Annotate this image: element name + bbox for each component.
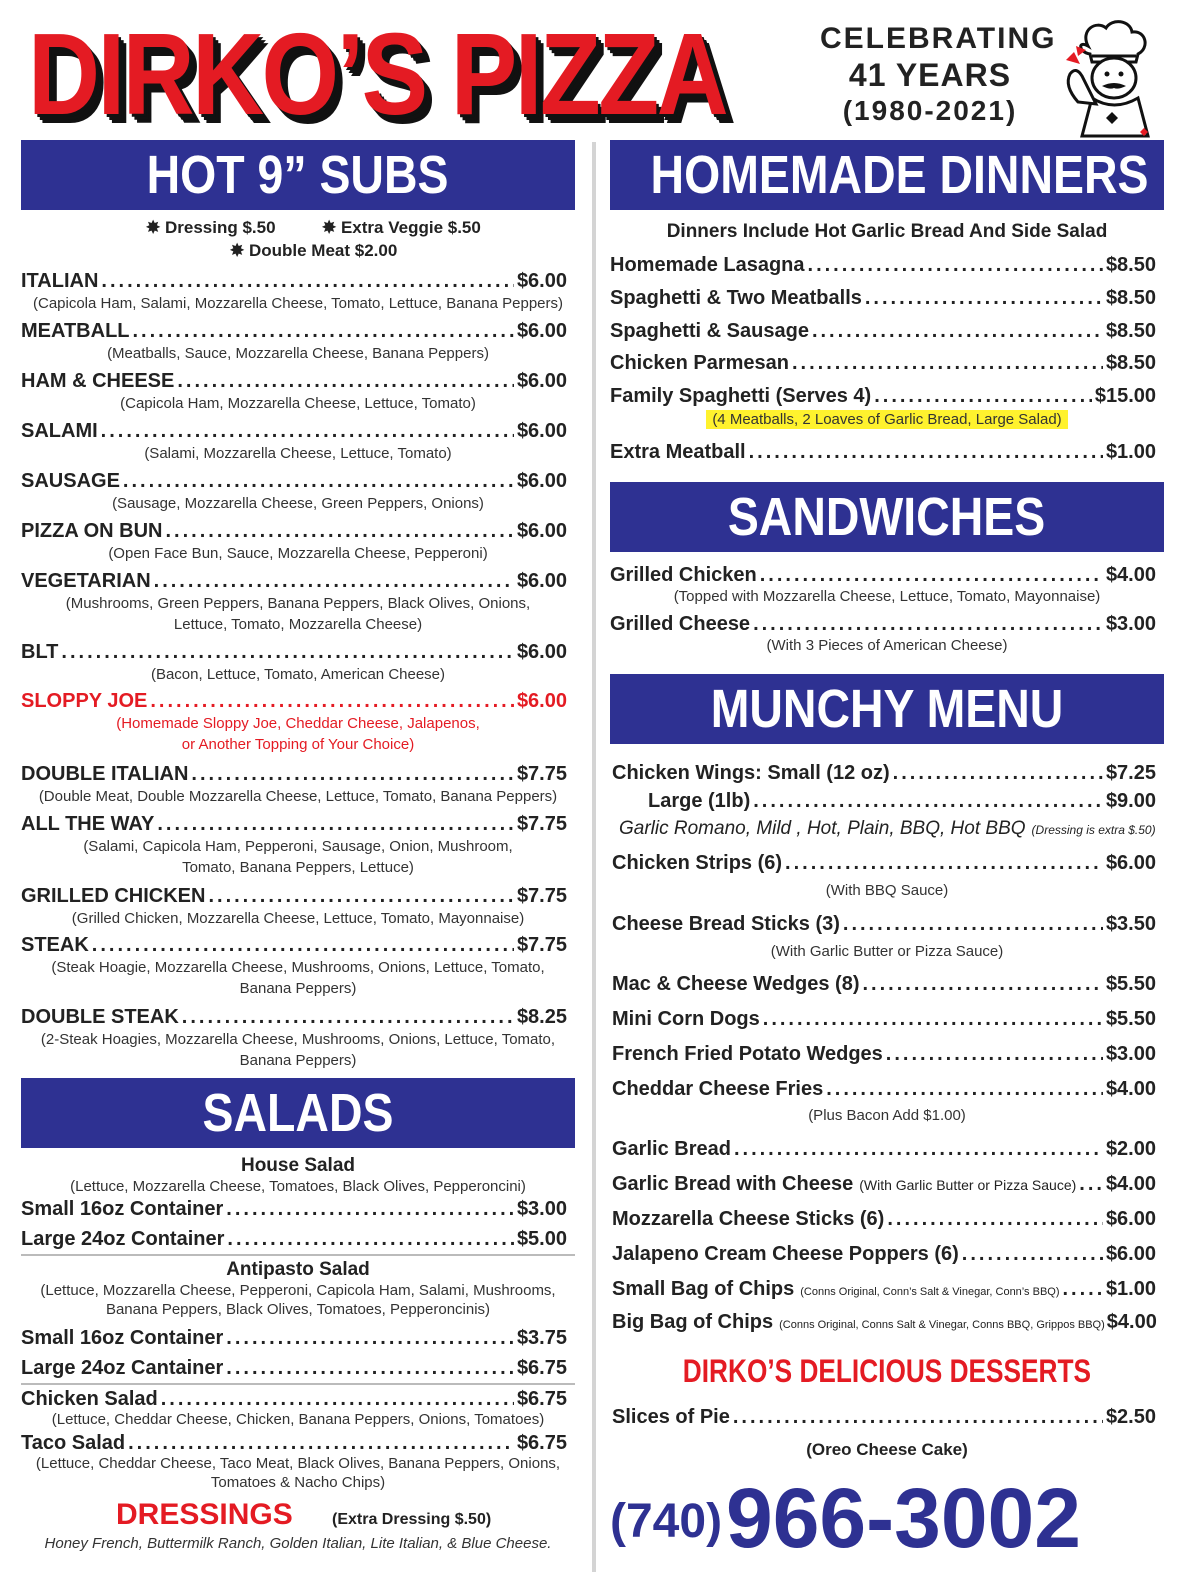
sub-item-name: DOUBLE ITALIAN xyxy=(21,763,189,785)
dinner-item xyxy=(610,350,1156,376)
taco-salad-desc-2: Tomatoes & Nacho Chips) xyxy=(210,1474,386,1491)
subs-note-double-meat: ✸ Double Meat $2.00 xyxy=(230,241,398,260)
dinner-item-price: $8.50 xyxy=(1105,352,1156,374)
sub-item-price: $6.00 xyxy=(516,420,567,442)
cheddar-cheese-fries-desc: (Plus Bacon Add $1.00) xyxy=(808,1107,966,1124)
sub-item-name: SALAMI xyxy=(21,420,98,442)
salads-heading: SALADS xyxy=(202,1083,394,1143)
sub-item xyxy=(21,518,567,544)
sub-item-desc: (Sausage, Mozzarella Cheese, Green Peppers, Onions) xyxy=(112,495,484,512)
extra-meatball: Extra Meatball ..... $1.00 xyxy=(610,439,1156,465)
sub-item xyxy=(21,688,567,714)
dinner-item-name: Spaghetti & Two Meatballs xyxy=(610,287,862,309)
dinners-note: Dinners Include Hot Garlic Bread And Side Salad xyxy=(666,221,1108,242)
sub-item xyxy=(21,883,567,909)
sub-item-price: $7.75 xyxy=(516,763,567,785)
sub-item xyxy=(21,318,567,344)
subs-heading-band xyxy=(21,140,575,210)
sandwiches-heading: SANDWICHES xyxy=(728,487,1046,547)
cheese-bread-sticks: Cheese Bread Sticks (3) ..... $3.50 xyxy=(612,911,1156,937)
years-label: 41 YEARS xyxy=(848,57,1012,93)
sub-item-price: $6.00 xyxy=(516,370,567,392)
sub-item-desc: (Salami, Capicola Ham, Pepperoni, Sausage, Onion, Mushroom, xyxy=(83,838,513,855)
dinner-item-price: $8.50 xyxy=(1105,320,1156,342)
chicken-strips-desc: (With BBQ Sauce) xyxy=(825,882,949,899)
sub-item-desc-2: Banana Peppers) xyxy=(239,1052,357,1069)
years-range: (1980-2021) xyxy=(842,95,1018,126)
dressings-title: DRESSINGS xyxy=(116,1498,293,1531)
oreo-cheese-cake: (Oreo Cheese Cake) xyxy=(806,1440,968,1459)
sub-item xyxy=(21,761,567,787)
cheese-bread-sticks-desc: (With Garlic Butter or Pizza Sauce) xyxy=(770,943,1004,960)
dinner-item xyxy=(610,383,1156,409)
sub-item-desc: (Mushrooms, Green Peppers, Banana Peppers, Black Olives, Onions, xyxy=(65,595,531,612)
celebrating-label: CELEBRATING xyxy=(820,22,1057,55)
taco-salad-desc: (Lettuce, Cheddar Cheese, Taco Meat, Black Olives, Banana Peppers, Onions, xyxy=(35,1455,561,1472)
antipasto-desc-2: Banana Peppers, Black Olives, Tomatoes, Pepperoncinis) xyxy=(105,1301,491,1318)
wings-flavors: Garlic Romano, Mild , Hot, Plain, BBQ, Hot BBQ (Dressing is extra $.50) xyxy=(619,818,1156,839)
garlic-bread-cheese: Garlic Bread with Cheese (With Garlic Butter or Pizza Sauce) ..... $4.00 xyxy=(612,1171,1156,1198)
wings-small: Chicken Wings: Small (12 oz) ..... $7.25 xyxy=(612,760,1156,786)
sub-item-name: SLOPPY JOE xyxy=(21,690,148,712)
small-bag-chips: Small Bag of Chips (Conns Original, Conn’s Salt & Vinegar, Conn’s BBQ) ..... $1.00 xyxy=(612,1276,1156,1305)
sub-item xyxy=(21,1004,567,1030)
sub-item-desc: (Capicola Ham, Mozzarella Cheese, Lettuce, Tomato) xyxy=(120,395,476,412)
sub-item xyxy=(21,932,567,958)
sub-item-name: STEAK xyxy=(21,934,89,956)
munchy-heading-band xyxy=(610,674,1164,744)
sub-item xyxy=(21,468,567,494)
sandwich-grilled-chicken-desc: (Topped with Mozzarella Cheese, Lettuce, Tomato, Mayonnaise) xyxy=(673,588,1101,605)
antipasto-large: Large 24oz Cantainer ..... $6.75 xyxy=(21,1355,567,1381)
sandwich-grilled-cheese: Grilled Cheese ..... $3.00 xyxy=(610,611,1156,637)
sub-item-name: SAUSAGE xyxy=(21,470,120,492)
sub-item xyxy=(21,418,567,444)
sub-item-desc: (Steak Hoagie, Mozzarella Cheese, Mushrooms, Onions, Lettuce, Tomato, xyxy=(51,959,545,976)
jalapeno-poppers: Jalapeno Cream Cheese Poppers (6) ..... $6.00 xyxy=(612,1241,1156,1267)
sub-item-desc: (Homemade Sloppy Joe, Cheddar Cheese, Jalapenos, xyxy=(116,715,480,732)
sub-item-price: $6.00 xyxy=(516,570,567,592)
mozzarella-sticks: Mozzarella Cheese Sticks (6) ..... $6.00 xyxy=(612,1206,1156,1232)
dinner-item-name: Spaghetti & Sausage xyxy=(610,320,809,342)
sub-item-name: HAM & CHEESE xyxy=(21,370,175,392)
sub-item-desc-2: Banana Peppers) xyxy=(239,980,357,997)
dinners-heading: HOMEMADE DINNERS xyxy=(650,145,1149,205)
munchy-heading: MUNCHY MENU xyxy=(710,679,1064,739)
sub-item-name: MEATBALL xyxy=(21,320,130,342)
dinner-item-name: Family Spaghetti (Serves 4) xyxy=(610,385,872,407)
salads-heading-band xyxy=(21,1078,575,1148)
salad-separator-2 xyxy=(21,1383,575,1385)
garlic-bread: Garlic Bread ..... $2.00 xyxy=(612,1136,1156,1162)
dinners-heading-band xyxy=(610,140,1164,210)
sub-item-desc: (Salami, Mozzarella Cheese, Lettuce, Tomato) xyxy=(144,445,452,462)
sub-item-price: $7.75 xyxy=(516,934,567,956)
sub-item-price: $6.00 xyxy=(516,520,567,542)
dinner-item-price: $8.50 xyxy=(1105,287,1156,309)
dinner-item-price: $8.50 xyxy=(1105,254,1156,276)
taco-salad: Taco Salad ..... $6.75 xyxy=(21,1430,567,1456)
sub-item xyxy=(21,811,567,837)
sub-item-desc: (Bacon, Lettuce, Tomato, American Cheese) xyxy=(150,666,446,683)
house-salad-small: Small 16oz Container ..... $3.00 xyxy=(21,1196,567,1222)
sandwich-grilled-chicken: Grilled Chicken ..... $4.00 xyxy=(610,562,1156,588)
dinner-item-price: $15.00 xyxy=(1094,385,1156,407)
sub-item-desc: (Capicola Ham, Salami, Mozzarella Cheese, Tomato, Lettuce, Banana Peppers) xyxy=(33,295,563,312)
dressings-list: Honey French, Buttermilk Ranch, Golden Italian, Lite Italian, & Blue Cheese. xyxy=(44,1535,552,1552)
sub-item-name: ALL THE WAY xyxy=(21,813,155,835)
dressings-note: (Extra Dressing $.50) xyxy=(332,1511,492,1528)
potato-wedges: French Fried Potato Wedges ..... $3.00 xyxy=(612,1041,1156,1067)
antipasto-small: Small 16oz Container ..... $3.75 xyxy=(21,1325,567,1351)
sub-item-price: $6.00 xyxy=(516,270,567,292)
mini-corn-dogs: Mini Corn Dogs ..... $5.50 xyxy=(612,1006,1156,1032)
antipasto-title: Antipasto Salad xyxy=(226,1259,370,1280)
sub-item-desc-2: Tomato, Banana Peppers, Lettuce) xyxy=(182,859,414,876)
dinner-item-name: Homemade Lasagna xyxy=(610,254,805,276)
sub-item-price: $7.75 xyxy=(516,813,567,835)
sub-item-name: DOUBLE STEAK xyxy=(21,1006,179,1028)
sub-item-name: ITALIAN xyxy=(21,270,99,292)
mac-cheese-wedges: Mac & Cheese Wedges (8) ..... $5.50 xyxy=(612,971,1156,997)
sub-item-desc: (Meatballs, Sauce, Mozzarella Cheese, Banana Peppers) xyxy=(107,345,489,362)
column-divider xyxy=(592,142,596,1572)
big-bag-chips: Big Bag of Chips (Conns Original, Conns Salt & Vinegar, Conns BBQ, Grippos BBQ) $4.00 xyxy=(612,1311,1157,1333)
phone-area-code: (740) xyxy=(610,1495,723,1548)
house-salad-desc: (Lettuce, Mozzarella Cheese, Tomatoes, Black Olives, Pepperoncini) xyxy=(70,1178,526,1195)
chicken-salad-desc: (Lettuce, Cheddar Cheese, Chicken, Banana Peppers, Onions, Tomatoes) xyxy=(51,1411,545,1428)
dinner-item-name: Chicken Parmesan xyxy=(610,352,789,374)
sandwich-grilled-cheese-desc: (With 3 Pieces of American Cheese) xyxy=(766,637,1008,654)
sub-item-desc: (2-Steak Hoagies, Mozzarella Cheese, Mushrooms, Onions, Lettuce, Tomato, xyxy=(40,1031,556,1048)
sub-item-desc-2: Lettuce, Tomato, Mozzarella Cheese) xyxy=(173,616,423,633)
restaurant-title: DIRKO’S PIZZA xyxy=(28,9,727,139)
sub-item-price: $7.75 xyxy=(516,885,567,907)
sub-item-price: $6.00 xyxy=(516,690,567,712)
house-salad-title: House Salad xyxy=(240,1155,356,1176)
sub-item xyxy=(21,368,567,394)
chicken-salad: Chicken Salad ..... $6.75 xyxy=(21,1386,567,1412)
subs-note-veggie: ✸ Extra Veggie $.50 xyxy=(322,218,481,237)
sub-item-price: $6.00 xyxy=(516,320,567,342)
salad-separator-1 xyxy=(21,1254,575,1256)
cheddar-cheese-fries: Cheddar Cheese Fries ..... $4.00 xyxy=(612,1076,1156,1102)
sub-item xyxy=(21,639,567,665)
chef-mascot-icon xyxy=(1052,16,1162,138)
dinner-item xyxy=(610,318,1156,344)
sub-item-desc: (Open Face Bun, Sauce, Mozzarella Cheese, Pepperoni) xyxy=(108,545,488,562)
dinner-item xyxy=(610,252,1156,278)
sub-item-desc: (Grilled Chicken, Mozzarella Cheese, Lettuce, Tomato, Mayonnaise) xyxy=(71,910,525,927)
sub-item-name: BLT xyxy=(21,641,59,663)
sub-item-name: VEGETARIAN xyxy=(21,570,151,592)
sub-item xyxy=(21,568,567,594)
house-salad-large: Large 24oz Container ..... $5.00 xyxy=(21,1226,567,1252)
desserts-heading: DIRKO’S DELICIOUS DESSERTS xyxy=(682,1353,1092,1389)
slices-of-pie: Slices of Pie ..... $2.50 xyxy=(612,1404,1156,1430)
sandwiches-heading-band xyxy=(610,482,1164,552)
chicken-strips: Chicken Strips (6) ..... $6.00 xyxy=(612,850,1156,876)
sub-item-name: PIZZA ON BUN xyxy=(21,520,163,542)
sub-item-desc: (Double Meat, Double Mozzarella Cheese, Lettuce, Tomato, Banana Peppers) xyxy=(38,788,558,805)
dinner-item xyxy=(610,285,1156,311)
anniversary-block xyxy=(820,22,1057,128)
phone-number: 966-3002 xyxy=(726,1471,1081,1565)
family-spaghetti-note: (4 Meatballs, 2 Loaves of Garlic Bread, Large Salad) xyxy=(610,410,1164,430)
subs-heading: HOT 9” SUBS xyxy=(147,145,449,205)
sub-item-price: $6.00 xyxy=(516,470,567,492)
sub-item-name: GRILLED CHICKEN xyxy=(21,885,206,907)
sub-item xyxy=(21,268,567,294)
sub-item-desc-2: or Another Topping of Your Choice) xyxy=(181,736,415,753)
antipasto-desc: (Lettuce, Mozzarella Cheese, Pepperoni, Capicola Ham, Salami, Mushrooms, xyxy=(40,1282,556,1299)
sub-item-price: $6.00 xyxy=(516,641,567,663)
wings-large: Large (1lb) ..... $9.00 xyxy=(648,788,1156,814)
subs-note-dressing: ✸ Dressing $.50 xyxy=(146,218,276,237)
sub-item-price: $8.25 xyxy=(516,1006,567,1028)
